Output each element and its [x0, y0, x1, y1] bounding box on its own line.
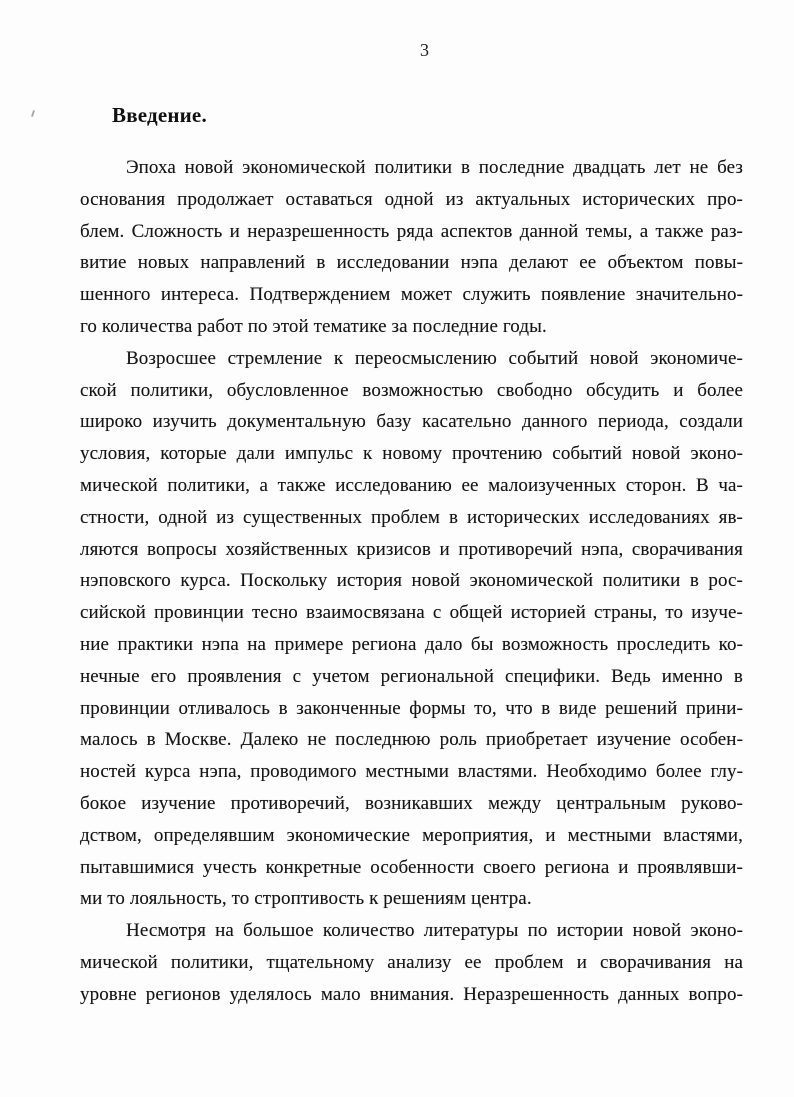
text-line: нечные его проявления с учетом региональной специфики. Ведь именно в	[80, 665, 743, 687]
text-line: Возросшее стремление к переосмыслению событий новой экономиче-	[126, 347, 743, 369]
text-line: ляются вопросы хозяйственных кризисов и противоречий нэпа, сворачивания	[80, 538, 743, 560]
text-line: провинции отливалось в законченные формы то, что в виде решений прини-	[80, 697, 743, 719]
text-line: ской политики, обусловленное возможностью свободно обсудить и более	[80, 379, 743, 401]
text-line: нэповского курса. Поскольку история новой экономической политики в рос-	[80, 570, 743, 592]
text-line: витие новых направлений в исследовании нэпа делают ее объектом повы-	[80, 252, 743, 274]
page-number: 3	[420, 40, 429, 60]
text-line: Эпоха новой экономической политики в последние двадцать лет не без	[126, 157, 743, 178]
text-line: малось в Москве. Далеко не последнюю роль приобретает изучение особен-	[80, 729, 743, 751]
section-heading: Введение.	[112, 103, 207, 127]
text-line: ностей курса нэпа, проводимого местными властями. Необходимо более глу-	[80, 761, 743, 783]
text-line: Несмотря на большое количество литературы по истории новой эконо-	[126, 920, 743, 942]
text-line: бокое изучение противоречий, возникавших между центральным руково-	[80, 792, 743, 814]
text-line: дством, определявшим экономические мероприятия, и местными властями,	[80, 824, 743, 846]
text-line: стности, одной из существенных проблем в исторических исследованиях яв-	[80, 506, 743, 528]
text-line: уровне регионов уделялось мало внимания. Неразрешенность данных вопро-	[80, 983, 743, 1005]
text-line: ми то лояльность, то строптивость к решениям центра.	[80, 888, 532, 910]
text-line: основания продолжает оставаться одной из актуальных исторических про-	[80, 188, 743, 210]
scan-speck-mark	[31, 110, 35, 117]
text-line: широко изучить документальную базу касательно данного периода, создали	[80, 411, 743, 433]
body-text	[80, 152, 743, 1011]
text-line: ние практики нэпа на примере региона дало бы возможность проследить ко-	[80, 633, 743, 655]
text-line: условия, которые дали импульс к новому прочтению событий новой эконо-	[80, 443, 743, 465]
text-line: блем. Сложность и неразрешенность ряда аспектов данной темы, а также раз-	[80, 220, 743, 242]
text-line: сийской провинции тесно взаимосвязана с общей историей страны, то изуче-	[80, 602, 743, 624]
text-line: мической политики, тщательному анализу ее проблем и сворачивания на	[80, 951, 743, 973]
text-line: го количества работ по этой тематике за последние годы.	[80, 315, 547, 337]
text-line: мической политики, а также исследованию ее малоизученных сторон. В ча-	[80, 474, 743, 496]
text-line: пытавшимися учесть конкретные особенности своего региона и проявлявши-	[80, 856, 743, 878]
text-line: шенного интереса. Подтверждением может служить появление значительно-	[80, 284, 743, 306]
